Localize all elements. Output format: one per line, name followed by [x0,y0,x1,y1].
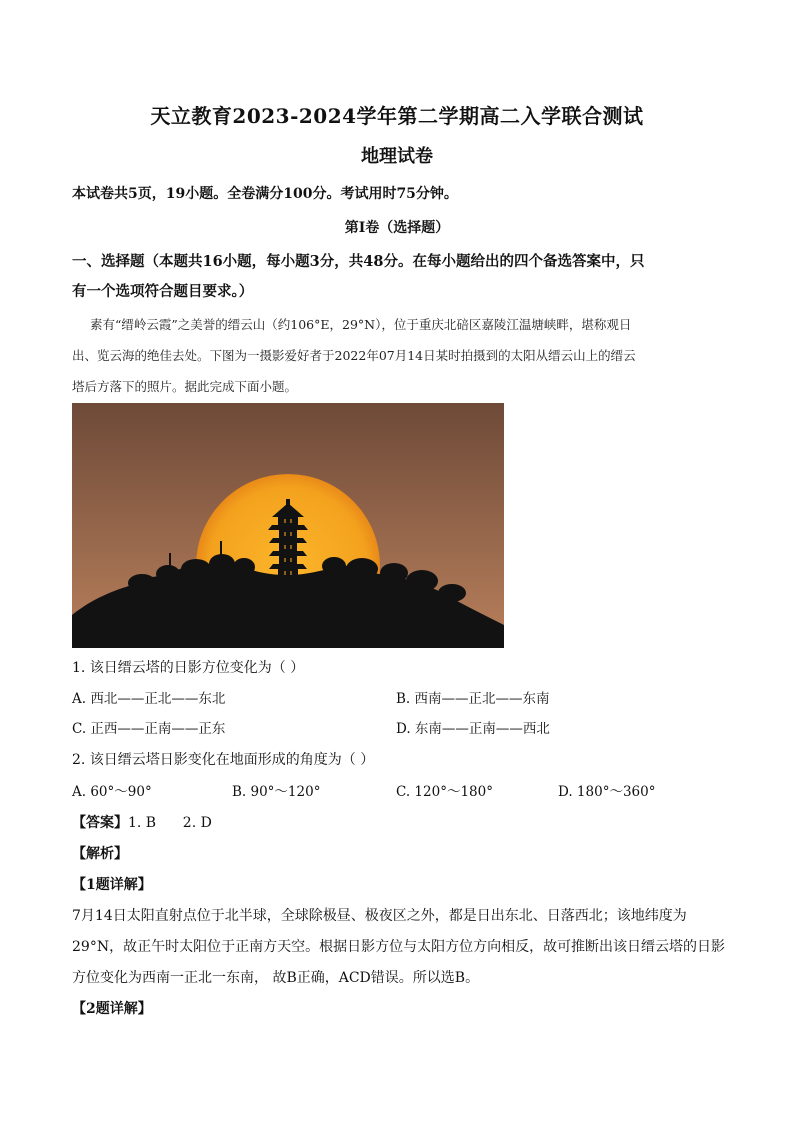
question-2-option-c: C. 120°～180° [396,784,493,800]
question-1-option-d: D. 东南——正南——西北 [396,721,550,737]
detail-1-line2: 29°N，故正午时太阳位于正南方天空。根据日影方位与太阳方位方向相反，故可推断出该日缙云塔的日影 [72,939,726,955]
passage-line1: 素有“缙岭云霞”之美誉的缙云山（约106°E，29°N），位于重庆北碚区嘉陵江温塘峡畔，堪称观日 [90,317,632,332]
question-2-stem: 2. 该日缙云塔日影变化在地面形成的角度为（ ） [72,752,375,768]
question-2-option-b: B. 90°～120° [232,784,321,800]
exam-title: 天立教育2023-2024学年第二学期高二入学联合测试 [150,104,644,128]
sunset-pagoda-photo [72,403,504,648]
passage-line3: 塔后方落下的照片。据此完成下面小题。 [72,379,298,394]
question-1-option-b: B. 西南——正北——东南 [396,691,550,707]
detail-1-label: 【1题详解】 [72,877,152,893]
part-heading-line1: 一、选择题（本题共16小题，每小题3分，共48分。在每小题给出的四个备选答案中，只 [72,253,645,270]
answer-row [72,813,732,833]
question-1-stem: 1. 该日缙云塔的日影方位变化为（ ） [72,660,305,676]
passage-line2: 出、览云海的绝佳去处。下图为一摄影爱好者于2022年07月14日某时拍摄到的太阳从缙云山上的缙云 [72,348,636,363]
part-heading-line2: 有一个选项符合题目要求。） [72,283,254,300]
answer-label: 【答案】 [72,815,128,831]
detail-1-line1: 7月14日太阳直射点位于北半球，全球除极昼、极夜区之外，都是日出东北、日落西北；该地纬度为 [72,908,687,924]
sunset-pagoda-illustration [72,403,504,648]
answer-value: 1. B 2. D [128,815,212,831]
question-2-option-d: D. 180°～360° [558,784,656,800]
question-2-option-a: A. 60°～90° [72,784,152,800]
detail-2-label: 【2题详解】 [72,1001,152,1017]
exam-subject: 地理试卷 [361,146,433,167]
section-title: 第Ⅰ卷（选择题） [344,220,450,236]
exam-intro: 本试卷共5页，19小题。全卷满分100分。考试用时75分钟。 [72,186,458,202]
question-1-option-c: C. 正西——正南——正东 [72,721,226,737]
analysis-label: 【解析】 [72,846,128,862]
detail-1-line3: 方位变化为西南一正北一东南， 故B正确，ACD错误。所以选B。 [72,970,480,986]
question-1-option-a: A. 西北——正北——东北 [72,691,226,707]
